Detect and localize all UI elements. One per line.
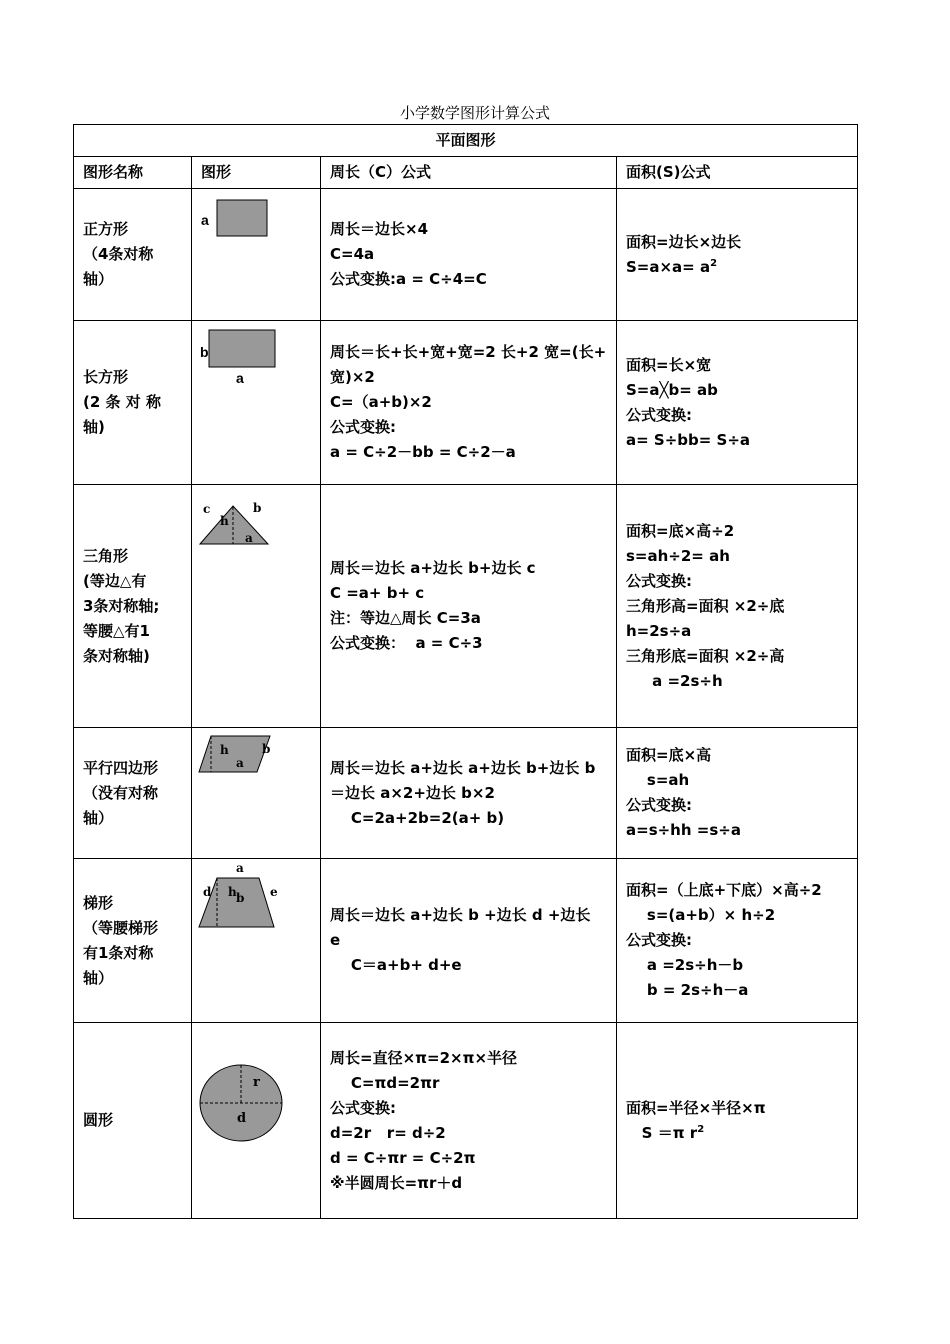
perimeter-triangle (321, 485, 617, 728)
formula-line: 周长=直径×π=2×π×半径 (330, 1048, 518, 1067)
name-line: 等腰△有1 (83, 621, 150, 640)
formula-line: 周长＝边长 a+边长 b +边长 d +边长 (330, 906, 591, 924)
name-line: 平行四边形 (83, 758, 159, 777)
formula-line: S=a╳b= ab (626, 380, 718, 399)
rectangle-shape (209, 330, 275, 367)
triangle-label-c: c (203, 502, 211, 516)
section-title: 平面图形 (74, 125, 858, 157)
formula-line: a = C÷2－bb = C÷2－a (330, 443, 516, 461)
figure-cell-square (192, 189, 321, 321)
name-line: 轴） (83, 808, 114, 827)
area-formula-text: S=a×a= a (626, 257, 711, 276)
formula-line: a= S÷bb= S÷a (626, 430, 751, 449)
area-trapezoid (617, 859, 858, 1023)
formula-line: 公式变换:a = C÷4=C (330, 270, 487, 288)
name-line: 轴） (83, 270, 114, 288)
formula-line: 周长＝边长×4 (330, 220, 429, 238)
name-line: 三角形 (83, 546, 129, 565)
area-parallelogram (617, 728, 858, 859)
formula-line: 面积=半径×半径×π (626, 1098, 766, 1117)
table-row-rectangle (74, 321, 858, 485)
figure-cell-triangle (192, 485, 321, 728)
shape-name-rectangle (74, 321, 192, 485)
formula-line (626, 255, 848, 280)
perimeter-circle (321, 1023, 617, 1219)
triangle-figure (192, 485, 320, 726)
parallelogram-shape (199, 736, 270, 772)
perimeter-trapezoid (321, 859, 617, 1023)
square-shape (217, 200, 267, 236)
shape-name-trapezoid (74, 859, 192, 1023)
area-square (617, 189, 858, 321)
parallelogram-label-a: a (236, 756, 244, 770)
header-perimeter: 周长（C）公式 (321, 157, 617, 189)
formula-line: 公式变换: (330, 418, 396, 436)
formula-line: C=（a+b)×2 (330, 393, 432, 411)
formula-line: 周长＝长+长+宽+宽=2 长+2 宽=(长+ (330, 343, 607, 361)
formula-line: C=πd=2πr (330, 1073, 440, 1092)
formula-line: a =2s÷h－b (626, 956, 744, 974)
table-row-triangle (74, 485, 858, 728)
rectangle-figure (192, 321, 320, 483)
perimeter-square (321, 189, 617, 321)
name-line: 3条对称轴; (83, 596, 160, 615)
area-circle (617, 1023, 858, 1219)
formula-line: 面积=底×高÷2 (626, 521, 735, 540)
table-row-circle (74, 1023, 858, 1219)
name-line: 梯形 (83, 893, 114, 912)
formula-line: 宽)×2 (330, 368, 375, 386)
name-line: 条对称轴) (83, 646, 150, 665)
formula-line: C=2a+2b=2(a+ b) (330, 808, 505, 827)
formula-line: 三角形底=面积 ×2÷高 (626, 646, 785, 665)
figure-cell-trapezoid (192, 859, 321, 1023)
triangle-label-a: a (245, 531, 253, 545)
formula-line: a=s÷hh =s÷a (626, 821, 741, 839)
figure-cell-parallelogram (192, 728, 321, 859)
shape-name-circle (74, 1023, 192, 1219)
document-title: 小学数学图形计算公式 (399, 104, 550, 122)
name-line: 有1条对称 (83, 943, 154, 962)
formula-line: ※半圆周长=πr＋d (330, 1173, 463, 1192)
perimeter-parallelogram (321, 728, 617, 859)
formula-line: s=ah (626, 771, 690, 789)
triangle-label-b: b (253, 501, 262, 515)
circle-figure (192, 1023, 320, 1217)
square-figure (192, 189, 320, 319)
name-line: (等边△有 (83, 571, 147, 590)
formula-line: s=(a+b）× h÷2 (626, 906, 776, 924)
formula-line: e (330, 931, 341, 949)
shape-name-square (74, 189, 192, 321)
formula-line: 公式变换： a = C÷3 (330, 634, 483, 652)
trapezoid-label-d: d (203, 885, 212, 899)
table-row-parallelogram (74, 728, 858, 859)
shape-name-triangle (74, 485, 192, 728)
trapezoid-label-h: h (228, 885, 237, 899)
formula-line: 周长＝边长 a+边长 b+边长 c (330, 559, 536, 577)
formula-line: d=2r r= d÷2 (330, 1123, 446, 1142)
area-rectangle (617, 321, 858, 485)
name-line: (2 条 对 称 (83, 393, 161, 411)
column-header-row (74, 157, 858, 189)
formula-line (626, 1121, 848, 1146)
formula-line: s=ah÷2= ah (626, 546, 730, 565)
formula-line: 公式变换: (626, 931, 692, 949)
trapezoid-label-a: a (236, 861, 244, 875)
formula-line: 三角形高=面积 ×2÷底 (626, 596, 785, 615)
circle-label-r: r (253, 1075, 260, 1090)
name-line: 长方形 (83, 368, 129, 386)
table-row-square (74, 189, 858, 321)
name-line: （没有对称 (83, 783, 159, 802)
formula-line: 面积=边长×边长 (626, 232, 742, 251)
figure-cell-circle (192, 1023, 321, 1219)
formula-line: ＝边长 a×2+边长 b×2 (330, 783, 495, 802)
formula-line: 公式变换: (626, 405, 692, 424)
formula-line: 注：等边△周长 C=3a (330, 609, 481, 627)
formula-line: b = 2s÷h－a (626, 981, 749, 999)
name-line: （等腰梯形 (83, 918, 159, 937)
name-line: 圆形 (83, 1111, 114, 1129)
parallelogram-figure (192, 728, 320, 857)
table-row-trapezoid (74, 859, 858, 1023)
name-line: 轴) (83, 418, 105, 436)
header-area: 面积(S)公式 (617, 157, 858, 189)
name-line: 轴） (83, 968, 114, 987)
figure-cell-rectangle (192, 321, 321, 485)
triangle-label-h: h (220, 514, 229, 528)
formula-line: a =2s÷h (626, 671, 723, 690)
header-figure: 图形 (192, 157, 321, 189)
formula-line: 面积=（上底+下底）×高÷2 (626, 881, 822, 899)
area-triangle (617, 485, 858, 728)
formula-line: d = C÷πr = C÷2π (330, 1148, 476, 1167)
name-line: （4条对称 (83, 245, 154, 263)
name-line: 正方形 (83, 220, 129, 238)
parallelogram-label-h: h (220, 743, 229, 757)
formula-line: 面积=底×高 (626, 746, 712, 764)
trapezoid-figure (192, 859, 320, 1021)
exponent: 2 (710, 257, 718, 269)
square-label-a: a (201, 212, 209, 228)
rectangle-label-b: b (200, 344, 209, 360)
trapezoid-label-b: b (236, 891, 245, 905)
header-name: 图形名称 (74, 157, 192, 189)
formula-line: C=4a (330, 245, 375, 263)
formula-line: 公式变换: (330, 1098, 396, 1117)
perimeter-rectangle (321, 321, 617, 485)
area-formula-text: S ＝π r (626, 1123, 698, 1142)
formula-line: C＝a+b+ d+e (330, 956, 462, 974)
formula-table (73, 124, 858, 1219)
formula-line: C =a+ b+ c (330, 584, 425, 602)
formula-line: 公式变换: (626, 571, 692, 590)
exponent: 2 (697, 1123, 705, 1135)
formula-line: 公式变换: (626, 796, 692, 814)
parallelogram-label-b: b (262, 742, 271, 756)
formula-line: 周长＝边长 a+边长 a+边长 b+边长 b (330, 758, 596, 777)
rectangle-label-a: a (236, 370, 244, 386)
trapezoid-label-e: e (270, 885, 278, 899)
formula-line: 面积=长×宽 (626, 355, 712, 374)
section-header-row (74, 125, 858, 157)
shape-name-parallelogram (74, 728, 192, 859)
circle-label-d: d (237, 1111, 247, 1126)
formula-line: h=2s÷a (626, 621, 692, 640)
